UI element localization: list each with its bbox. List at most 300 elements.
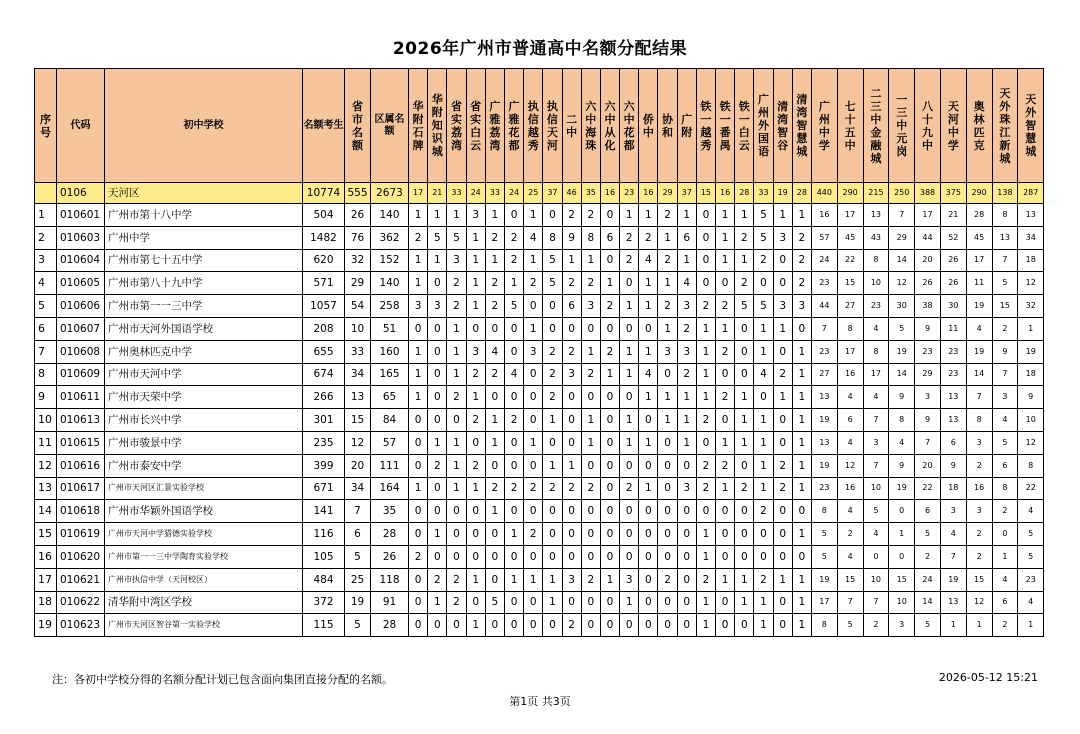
- quota-cell: 1: [792, 477, 811, 500]
- row-code: 010605: [57, 272, 105, 295]
- quota-cell: 15: [889, 568, 915, 591]
- row-district-quota: 258: [371, 295, 409, 318]
- quota-cell: 13: [940, 591, 966, 614]
- quota-cell: 3: [773, 226, 792, 249]
- quota-cell: 0: [696, 431, 715, 454]
- quota-cell: 2: [485, 295, 504, 318]
- quota-cell: 2: [992, 500, 1018, 523]
- quota-cell: 8: [581, 226, 600, 249]
- quota-cell: 0: [409, 614, 428, 637]
- quota-cell: 8: [863, 249, 889, 272]
- quota-cell: 17: [811, 591, 837, 614]
- quota-cell: 1: [773, 204, 792, 227]
- header-school-28: 天外珠江新城: [992, 69, 1018, 183]
- quota-cell: 4: [863, 317, 889, 340]
- quota-cell: 1: [696, 363, 715, 386]
- quota-cell: 1: [716, 226, 735, 249]
- quota-cell: 2: [716, 454, 735, 477]
- row-index: 1: [35, 204, 57, 227]
- row-district-quota: 165: [371, 363, 409, 386]
- row-index: 4: [35, 272, 57, 295]
- header-school-25: 八十九中: [915, 69, 941, 183]
- row-candidates: 674: [303, 363, 345, 386]
- header-index: 序号: [35, 69, 57, 183]
- quota-cell: 16: [837, 363, 863, 386]
- quota-cell: 5: [428, 226, 447, 249]
- quota-cell: 0: [677, 568, 696, 591]
- quota-cell: 1: [639, 477, 658, 500]
- quota-cell: 0: [658, 477, 677, 500]
- quota-cell: 1: [428, 249, 447, 272]
- quota-cell: 30: [940, 295, 966, 318]
- quota-cell: 2: [754, 568, 773, 591]
- quota-cell: 2: [543, 363, 562, 386]
- quota-cell: 0: [600, 431, 619, 454]
- quota-cell: 0: [543, 523, 562, 546]
- quota-cell: 0: [754, 545, 773, 568]
- quota-cell: 1: [485, 204, 504, 227]
- quota-cell: 1: [792, 340, 811, 363]
- quota-cell: 2: [524, 477, 543, 500]
- row-school-name: 广州市第一一三中学: [105, 295, 303, 318]
- quota-cell: 3: [447, 249, 466, 272]
- quota-cell: 0: [428, 317, 447, 340]
- quota-cell: 2: [966, 545, 992, 568]
- quota-cell: 1: [639, 295, 658, 318]
- quota-cell: 0: [735, 454, 754, 477]
- quota-cell: 1: [409, 249, 428, 272]
- quota-cell: 0: [696, 272, 715, 295]
- row-school-name: 广州市天河外国语学校: [105, 317, 303, 340]
- quota-cell: 2: [658, 204, 677, 227]
- quota-cell: 23: [940, 363, 966, 386]
- district-quota-cell: 28: [735, 183, 754, 204]
- table-row: [35, 614, 1044, 637]
- quota-cell: 14: [966, 363, 992, 386]
- quota-cell: 1: [677, 431, 696, 454]
- quota-cell: 8: [863, 340, 889, 363]
- quota-cell: 34: [1018, 226, 1044, 249]
- quota-cell: 1: [466, 226, 485, 249]
- quota-cell: 0: [524, 545, 543, 568]
- quota-cell: 0: [581, 386, 600, 409]
- header-school-15: 铁一越秀: [696, 69, 715, 183]
- quota-cell: 2: [754, 500, 773, 523]
- quota-cell: 3: [409, 295, 428, 318]
- row-district-quota: 84: [371, 409, 409, 432]
- quota-cell: 2: [620, 226, 639, 249]
- quota-cell: 24: [811, 249, 837, 272]
- row-school-name: 广州市第七十五中学: [105, 249, 303, 272]
- quota-cell: 13: [992, 226, 1018, 249]
- quota-cell: 3: [966, 431, 992, 454]
- quota-cell: 0: [658, 363, 677, 386]
- quota-cell: 2: [524, 523, 543, 546]
- quota-cell: 1: [658, 226, 677, 249]
- quota-cell: 0: [620, 317, 639, 340]
- header-school-16: 铁一番禺: [716, 69, 735, 183]
- quota-cell: 0: [658, 545, 677, 568]
- quota-cell: 2: [562, 340, 581, 363]
- district-quota-cell: 250: [889, 183, 915, 204]
- row-school-name: 广州市天荣中学: [105, 386, 303, 409]
- quota-cell: 2: [792, 249, 811, 272]
- district-quota-cell: 19: [773, 183, 792, 204]
- quota-cell: 1: [485, 249, 504, 272]
- quota-cell: 7: [966, 386, 992, 409]
- quota-cell: 1: [620, 363, 639, 386]
- quota-cell: 7: [992, 249, 1018, 272]
- quota-cell: 11: [966, 272, 992, 295]
- quota-cell: 1: [543, 568, 562, 591]
- quota-cell: 0: [600, 317, 619, 340]
- quota-cell: 4: [966, 317, 992, 340]
- table-row: [35, 454, 1044, 477]
- quota-cell: 2: [504, 226, 523, 249]
- district-quota-cell: 25: [524, 183, 543, 204]
- quota-cell: 1: [754, 454, 773, 477]
- header-school-12: 侨中: [639, 69, 658, 183]
- quota-cell: 1: [428, 204, 447, 227]
- header-school-26: 天河中学: [940, 69, 966, 183]
- header-school-23: 二三中金融城: [863, 69, 889, 183]
- row-district-quota: 160: [371, 340, 409, 363]
- quota-cell: 1: [696, 523, 715, 546]
- page-title: 2026年广州市普通高中名额分配结果: [392, 39, 688, 59]
- quota-cell: 0: [504, 431, 523, 454]
- row-district-quota: 164: [371, 477, 409, 500]
- quota-cell: 0: [409, 409, 428, 432]
- quota-cell: 0: [581, 523, 600, 546]
- quota-cell: 12: [837, 454, 863, 477]
- quota-cell: 9: [562, 226, 581, 249]
- quota-cell: 0: [735, 500, 754, 523]
- row-index: 17: [35, 568, 57, 591]
- quota-cell: 5: [889, 317, 915, 340]
- quota-cell: 15: [837, 272, 863, 295]
- district-quota-cell: 16: [716, 183, 735, 204]
- quota-cell: 2: [754, 249, 773, 272]
- quota-cell: 1: [696, 340, 715, 363]
- quota-cell: 7: [837, 591, 863, 614]
- quota-cell: 1: [600, 363, 619, 386]
- quota-cell: 1: [735, 568, 754, 591]
- table-row: [35, 500, 1044, 523]
- row-district-quota: 118: [371, 568, 409, 591]
- quota-cell: 0: [658, 500, 677, 523]
- quota-cell: 6: [600, 226, 619, 249]
- quota-cell: 2: [639, 226, 658, 249]
- quota-cell: 1: [524, 431, 543, 454]
- quota-cell: 0: [428, 386, 447, 409]
- row-code: 010616: [57, 454, 105, 477]
- quota-cell: 3: [466, 204, 485, 227]
- quota-cell: 19: [940, 568, 966, 591]
- row-district-quota: 28: [371, 523, 409, 546]
- district-quota-cell: 37: [543, 183, 562, 204]
- quota-cell: 1: [466, 477, 485, 500]
- quota-cell: 1: [792, 591, 811, 614]
- quota-cell: 9: [915, 317, 941, 340]
- quota-cell: 0: [600, 454, 619, 477]
- table-row: [35, 386, 1044, 409]
- header-school-19: 清湾智谷: [773, 69, 792, 183]
- header-school-9: 六中海珠: [581, 69, 600, 183]
- quota-cell: 23: [1018, 568, 1044, 591]
- quota-cell: 0: [639, 614, 658, 637]
- quota-cell: 14: [889, 363, 915, 386]
- row-code: 010623: [57, 614, 105, 637]
- quota-cell: 0: [716, 614, 735, 637]
- quota-cell: 12: [966, 591, 992, 614]
- header-school-10: 六中从化: [600, 69, 619, 183]
- quota-cell: 1: [620, 204, 639, 227]
- quota-cell: 1: [1018, 317, 1044, 340]
- district-index-cell: [35, 183, 57, 204]
- quota-cell: 0: [754, 523, 773, 546]
- row-index: 3: [35, 249, 57, 272]
- quota-cell: 1: [485, 431, 504, 454]
- quota-cell: 4: [504, 363, 523, 386]
- quota-cell: 1: [716, 249, 735, 272]
- quota-cell: 0: [428, 272, 447, 295]
- quota-cell: 0: [409, 500, 428, 523]
- quota-cell: 1: [716, 317, 735, 340]
- row-code: 010608: [57, 340, 105, 363]
- quota-cell: 1: [620, 591, 639, 614]
- quota-cell: 0: [428, 363, 447, 386]
- quota-cell: 5: [837, 614, 863, 637]
- quota-cell: 0: [562, 500, 581, 523]
- row-candidates: 1482: [303, 226, 345, 249]
- quota-cell: 0: [466, 591, 485, 614]
- quota-cell: 2: [966, 523, 992, 546]
- quota-cell: 0: [600, 591, 619, 614]
- quota-cell: 0: [658, 614, 677, 637]
- quota-cell: 0: [600, 477, 619, 500]
- quota-cell: 1: [485, 500, 504, 523]
- quota-cell: 3: [428, 295, 447, 318]
- quota-cell: 1: [792, 454, 811, 477]
- table-row: [35, 545, 1044, 568]
- quota-cell: 3: [677, 477, 696, 500]
- quota-cell: 1: [792, 363, 811, 386]
- quota-cell: 29: [915, 363, 941, 386]
- quota-cell: 0: [504, 500, 523, 523]
- quota-cell: 0: [600, 545, 619, 568]
- quota-cell: 1: [754, 340, 773, 363]
- quota-cell: 3: [658, 340, 677, 363]
- header-school-7: 执信天河: [543, 69, 562, 183]
- quota-cell: 13: [940, 409, 966, 432]
- quota-cell: 0: [600, 386, 619, 409]
- quota-cell: 2: [863, 614, 889, 637]
- quota-cell: 0: [716, 545, 735, 568]
- row-school-name: 广州市第一一三中学陶育实验学校: [105, 545, 303, 568]
- quota-cell: 1: [773, 317, 792, 340]
- quota-cell: 0: [773, 591, 792, 614]
- district-summary-row: [35, 183, 1044, 204]
- quota-cell: 1: [735, 386, 754, 409]
- header-school-27: 奥林匹克: [966, 69, 992, 183]
- row-district-quota: 65: [371, 386, 409, 409]
- quota-cell: 0: [409, 568, 428, 591]
- district-quota: 2673: [371, 183, 409, 204]
- row-code: 010609: [57, 363, 105, 386]
- row-district-quota: 111: [371, 454, 409, 477]
- quota-cell: 0: [639, 545, 658, 568]
- table-row: [35, 591, 1044, 614]
- quota-cell: 19: [1018, 340, 1044, 363]
- quota-cell: 0: [696, 204, 715, 227]
- header-school-24: 一三中元岗: [889, 69, 915, 183]
- district-quota-cell: 24: [466, 183, 485, 204]
- quota-cell: 2: [773, 454, 792, 477]
- quota-cell: 0: [773, 249, 792, 272]
- row-district-quota: 28: [371, 614, 409, 637]
- quota-cell: 0: [581, 545, 600, 568]
- quota-cell: 2: [620, 477, 639, 500]
- quota-cell: 14: [889, 249, 915, 272]
- quota-cell: 1: [466, 272, 485, 295]
- quota-cell: 1: [792, 204, 811, 227]
- quota-cell: 2: [600, 295, 619, 318]
- row-code: 010618: [57, 500, 105, 523]
- header-school-20: 清湾智慧城: [792, 69, 811, 183]
- quota-cell: 18: [1018, 249, 1044, 272]
- quota-cell: 10: [863, 568, 889, 591]
- district-quota-cell: 24: [504, 183, 523, 204]
- quota-cell: 1: [543, 454, 562, 477]
- row-provincial: 26: [345, 204, 371, 227]
- quota-cell: 1: [428, 431, 447, 454]
- quota-cell: 0: [889, 500, 915, 523]
- quota-cell: 23: [863, 295, 889, 318]
- quota-cell: 5: [754, 295, 773, 318]
- header-district-quota: 区属名额: [371, 69, 409, 183]
- row-school-name: 广州奥林匹克中学: [105, 340, 303, 363]
- quota-cell: 26: [940, 272, 966, 295]
- quota-cell: 2: [716, 340, 735, 363]
- row-provincial: 34: [345, 363, 371, 386]
- row-school-name: 清华附中湾区学校: [105, 591, 303, 614]
- quota-cell: 0: [658, 523, 677, 546]
- quota-cell: 8: [811, 500, 837, 523]
- district-quota-cell: 287: [1018, 183, 1044, 204]
- row-candidates: 655: [303, 340, 345, 363]
- quota-cell: 0: [562, 545, 581, 568]
- quota-cell: 3: [915, 386, 941, 409]
- quota-cell: 26: [915, 272, 941, 295]
- district-quota-cell: 15: [696, 183, 715, 204]
- quota-cell: 2: [792, 272, 811, 295]
- quota-cell: 10: [1018, 409, 1044, 432]
- page-indicator: 第1页 共3页: [509, 695, 571, 708]
- quota-cell: 5: [863, 500, 889, 523]
- quota-cell: 1: [466, 249, 485, 272]
- quota-cell: 0: [620, 454, 639, 477]
- quota-cell: 0: [466, 545, 485, 568]
- quota-cell: 11: [940, 317, 966, 340]
- row-provincial: 12: [345, 431, 371, 454]
- quota-cell: 0: [696, 249, 715, 272]
- quota-cell: 1: [581, 409, 600, 432]
- quota-cell: 0: [562, 431, 581, 454]
- quota-cell: 0: [792, 545, 811, 568]
- quota-cell: 2: [716, 386, 735, 409]
- quota-cell: 4: [837, 500, 863, 523]
- row-provincial: 20: [345, 454, 371, 477]
- quota-cell: 8: [992, 204, 1018, 227]
- quota-cell: 0: [428, 614, 447, 637]
- quota-cell: 0: [562, 386, 581, 409]
- quota-cell: 0: [409, 431, 428, 454]
- quota-cell: 12: [889, 272, 915, 295]
- quota-cell: 7: [811, 317, 837, 340]
- quota-cell: 1: [447, 204, 466, 227]
- quota-cell: 1: [735, 249, 754, 272]
- quota-cell: 8: [543, 226, 562, 249]
- quota-cell: 1: [792, 409, 811, 432]
- table-header-row: [35, 69, 1044, 183]
- row-candidates: 671: [303, 477, 345, 500]
- quota-cell: 3: [524, 340, 543, 363]
- quota-cell: 1: [524, 317, 543, 340]
- quota-cell: 6: [992, 591, 1018, 614]
- quota-cell: 0: [716, 272, 735, 295]
- quota-cell: 0: [600, 500, 619, 523]
- row-school-name: 广州市第十八中学: [105, 204, 303, 227]
- quota-cell: 7: [863, 409, 889, 432]
- quota-cell: 5: [543, 272, 562, 295]
- header-school-2: 省实荔湾: [447, 69, 466, 183]
- quota-cell: 1: [447, 431, 466, 454]
- row-provincial: 19: [345, 591, 371, 614]
- row-provincial: 15: [345, 409, 371, 432]
- quota-cell: 3: [562, 363, 581, 386]
- row-index: 11: [35, 431, 57, 454]
- quota-cell: 0: [735, 317, 754, 340]
- quota-cell: 0: [447, 614, 466, 637]
- quota-cell: 23: [811, 477, 837, 500]
- row-index: 14: [35, 500, 57, 523]
- district-quota-cell: 33: [754, 183, 773, 204]
- district-quota-cell: 17: [409, 183, 428, 204]
- quota-cell: 0: [620, 614, 639, 637]
- header-school-0: 华附石牌: [409, 69, 428, 183]
- quota-cell: 0: [524, 386, 543, 409]
- quota-cell: 23: [811, 340, 837, 363]
- quota-cell: 5: [485, 591, 504, 614]
- quota-cell: 0: [639, 409, 658, 432]
- quota-cell: 2: [696, 454, 715, 477]
- quota-cell: 5: [504, 295, 523, 318]
- quota-cell: 0: [581, 317, 600, 340]
- row-code: 010613: [57, 409, 105, 432]
- quota-cell: 23: [940, 340, 966, 363]
- quota-cell: 0: [773, 409, 792, 432]
- quota-cell: 1: [620, 340, 639, 363]
- quota-cell: 1: [600, 272, 619, 295]
- quota-cell: 1: [447, 454, 466, 477]
- row-index: 16: [35, 545, 57, 568]
- district-candidates: 10774: [303, 183, 345, 204]
- quota-cell: 12: [1018, 272, 1044, 295]
- quota-cell: 38: [915, 295, 941, 318]
- row-district-quota: 26: [371, 545, 409, 568]
- quota-cell: 1: [620, 409, 639, 432]
- quota-cell: 5: [543, 249, 562, 272]
